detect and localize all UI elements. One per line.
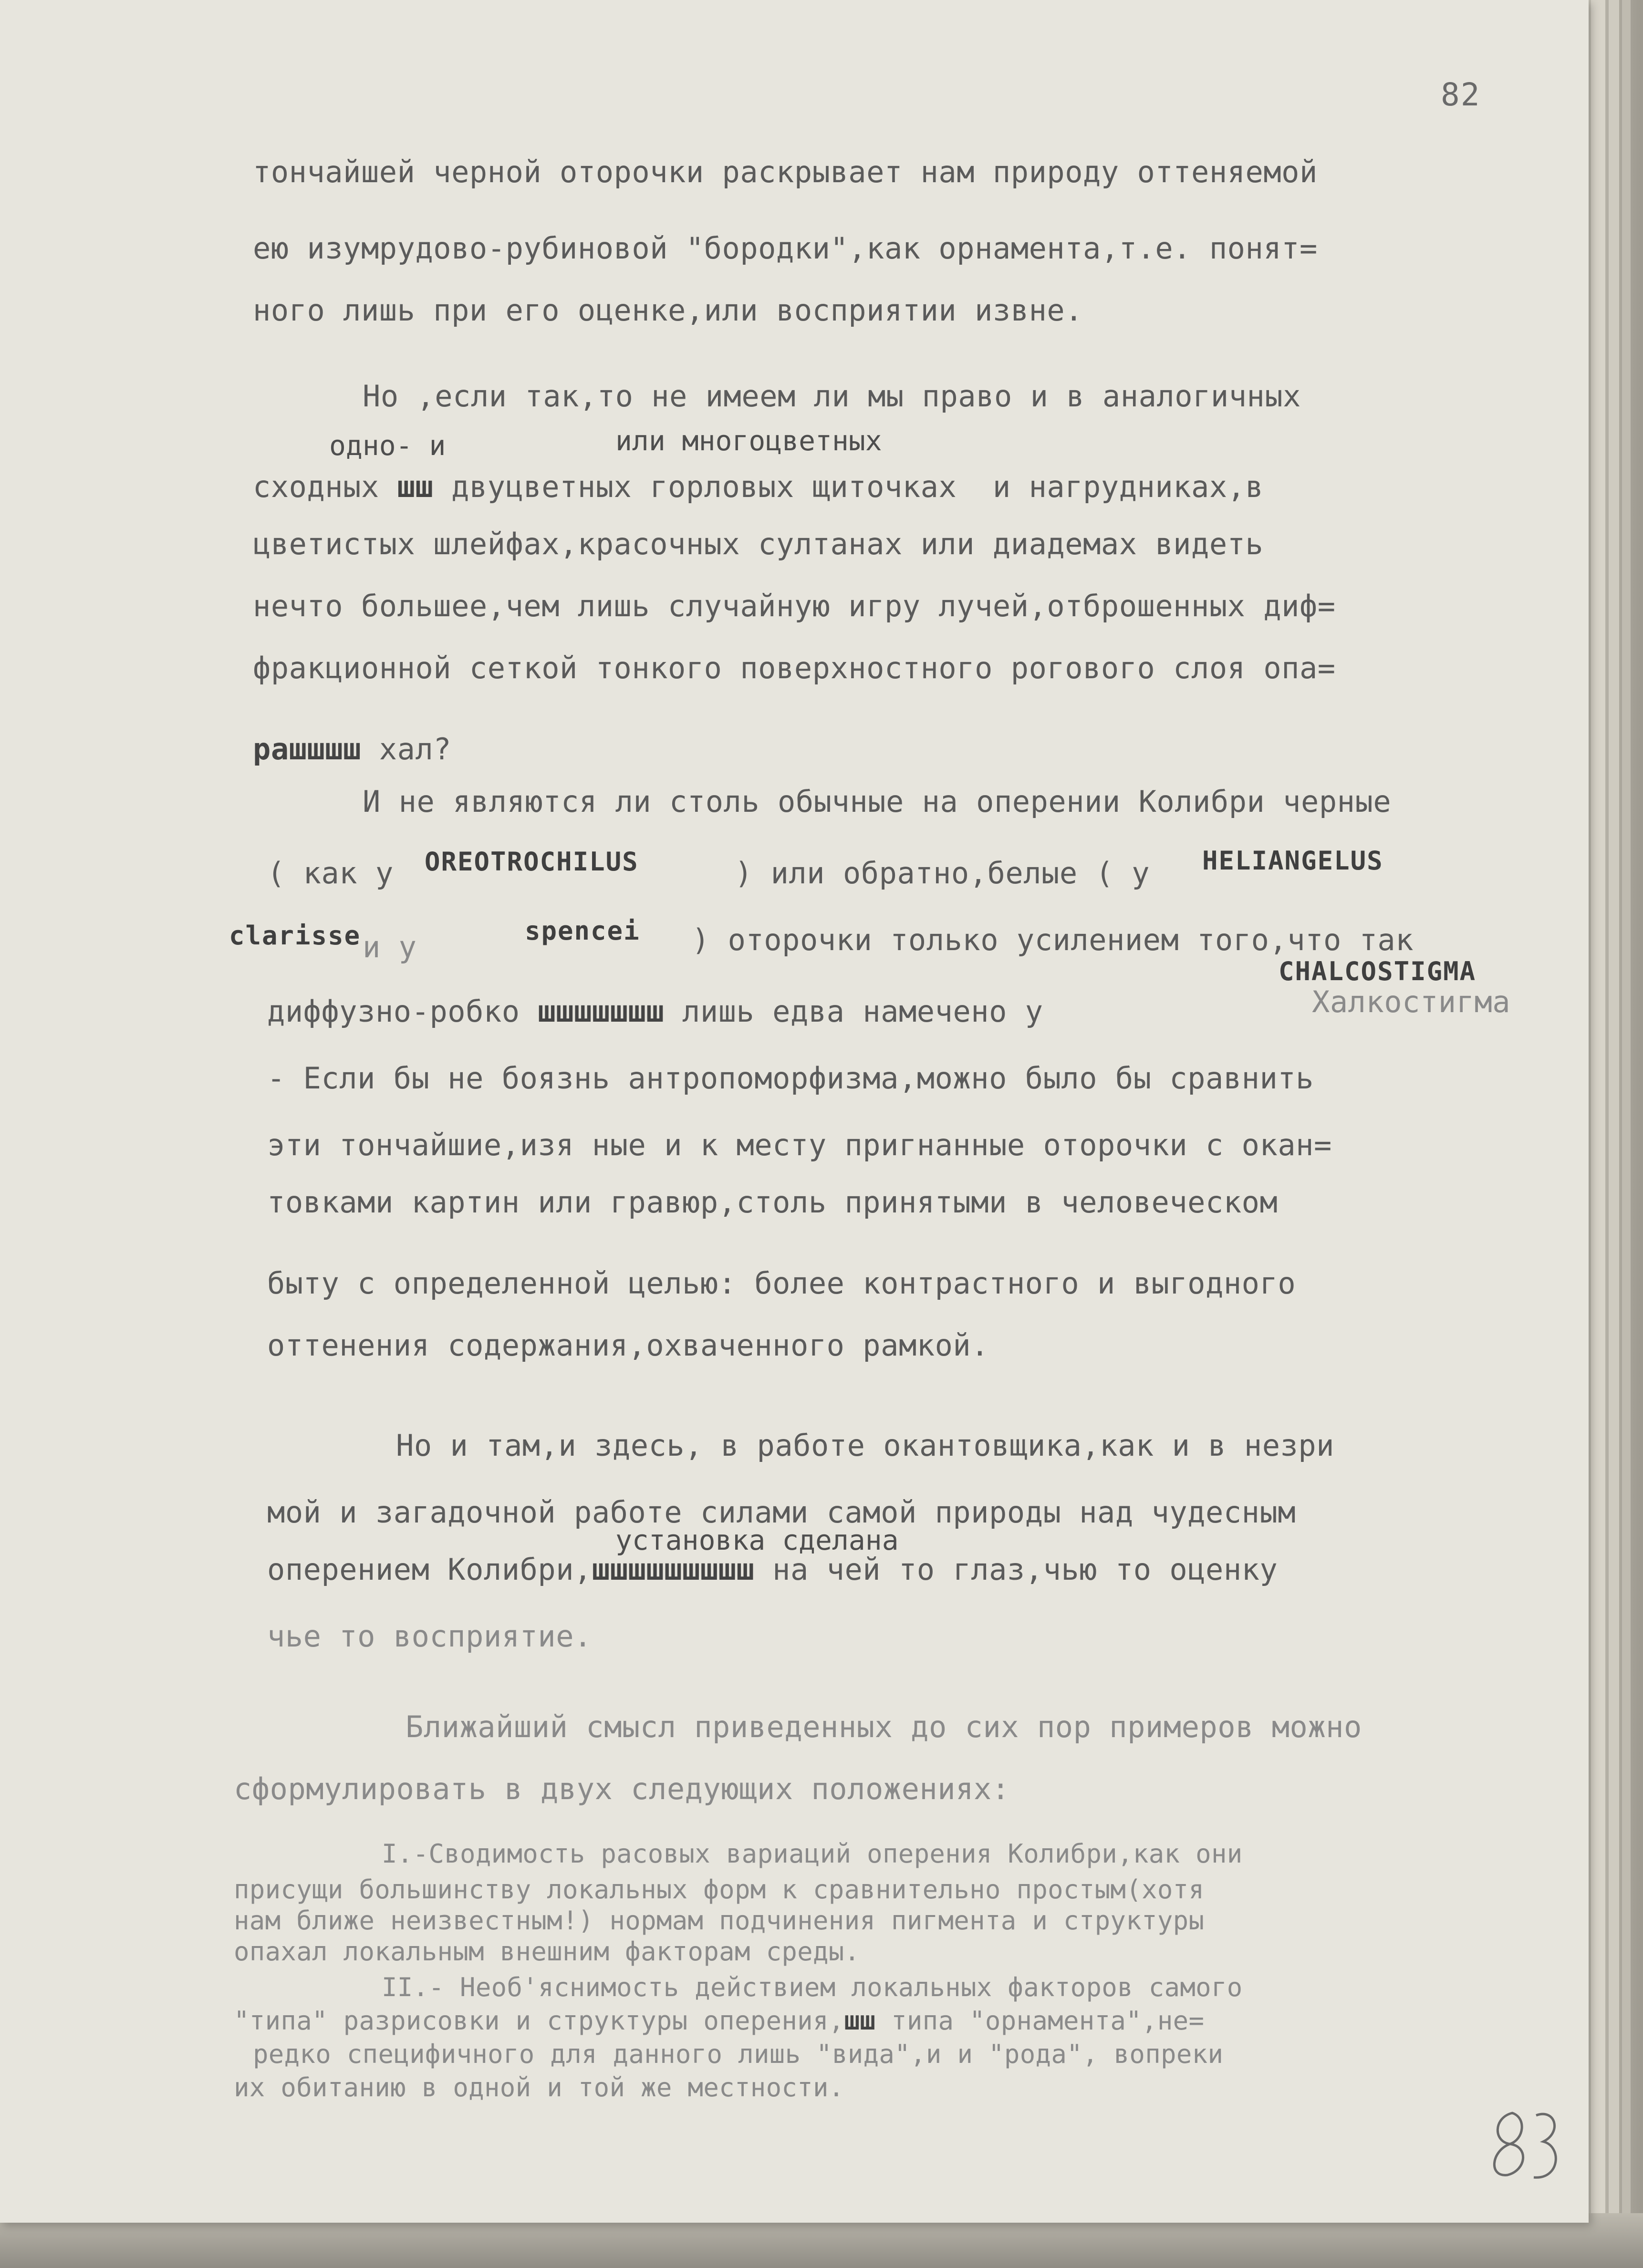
text-line: опахал локальным внешним факторам среды. [234,1937,860,1967]
text-fragment: диффузно-робко [267,994,520,1029]
text-fragment: сходных [253,469,379,504]
text-line: нам ближе неизвестным!) нормам подчинения пигмента и структуры [234,1906,1205,1936]
text-line: ею изумрудово-рубиновой "бородки",как орнамента,т.е. понят= [253,231,1318,266]
handwritten-folio-mark [1484,2099,1570,2189]
text-line: II.- Необ'яснимость действием локальных факторов самого [382,1972,1243,2002]
text-fragment: лишь едва намечено у [682,994,1043,1029]
text-line: И не являются ли столь обычные на оперении Колибри черные [363,784,1392,819]
text-line [253,469,1264,504]
text-fragment: хал? [379,732,452,766]
text-line: чье то восприятие. [267,1619,592,1654]
inserted-text: или многоцветных [615,425,882,457]
text-line: цветистых шлейфах,красочных султанах или диадемах видеть [253,527,1264,561]
text-fragment: двуцветных горловых щиточках и нагрудниках,в [451,469,1264,504]
text-line: тончайшей черной оторочки раскрывает нам природу оттеняемой [253,155,1318,189]
text-line [253,732,452,766]
struck-text: шшшшшшш [538,994,665,1029]
text-line [267,1552,1278,1587]
page-stack-edge [1609,0,1619,2268]
struck-text: шш [844,2006,876,2036]
text-line: Но ,если так,то не имеем ли мы право и в аналогичных [363,379,1301,414]
text-fragment: оперением Колибри, [267,1552,592,1587]
ghost-text: и у [363,930,417,964]
text-line [267,994,1043,1029]
latin-species-name: clarisse [229,921,361,951]
text-line: фракционной сеткой тонкого поверхностного рогового слоя опа= [253,651,1336,685]
text-line: быту с определенной целью: более контрастного и выгодного [267,1266,1296,1301]
text-line: ного лишь при его оценке,или восприятии извне. [253,293,1083,328]
text-fragment: типа "орнамента",не= [891,2006,1205,2036]
struck-text: рашшшш [253,732,361,766]
page-number: 82 [1441,76,1481,113]
latin-genus-name: CHALCOSTIGMA [1279,956,1477,986]
latin-genus-name: OREOTROCHILUS [425,847,639,877]
latin-species-name: spencei [525,916,640,946]
text-line: Но и там,и здесь, в работе окантовщика,как и в незри [396,1428,1335,1463]
text-line: I.-Сводимость расовых вариаций оперения Колибри,как они [382,1839,1243,1869]
text-line: эти тончайшие,изя ные и к месту пригнанные оторочки с окан= [267,1128,1332,1162]
text-line: ) или обратно,белые ( у [735,856,1150,891]
text-line: Ближайший смысл приведенных до сих пор примеров можно [406,1709,1362,1744]
text-fragment: на чей то глаз,чью то оценку [772,1552,1278,1587]
text-line: ) оторочки только усилением того,что так [692,922,1414,957]
page-stack-edge [1622,0,1631,2268]
text-line: - Если бы не боязнь антропоморфизма,можно было бы сравнить [267,1061,1314,1096]
text-line: сформулировать в двух следующих положениях: [234,1771,1010,1806]
struck-text: шш [397,469,434,504]
text-line: товками картин или гравюр,столь принятыми в человеческом [267,1185,1278,1220]
text-line: их обитанию в одной и той же местности. [234,2072,844,2102]
text-fragment: "типа" разрисовки и структуры оперения, [234,2006,844,2036]
text-line: нечто большее,чем лишь случайную игру лучей,отброшенных диф= [253,589,1336,623]
page-stack-edge [1591,0,1605,2268]
text-line: присущи большинству локальных форм к сравнительно простым(хотя [234,1874,1205,1905]
inserted-text: одно- и [329,429,446,462]
latin-genus-name: HELIANGELUS [1202,846,1383,876]
struck-text: шшшшшшшшш [592,1552,755,1587]
text-line: мой и загадочной работе силами самой природы над чудесным [267,1495,1296,1530]
ghost-text: Халкостигма [1312,984,1511,1019]
text-line: ( как у [267,856,394,891]
text-line: редко специфичного для данного лишь "вида",и и "рода", вопреки [253,2039,1224,2069]
text-line [234,2008,1204,2034]
text-line: оттенения содержания,охваченного рамкой. [267,1328,989,1363]
inserted-text: установка сделана [615,1524,899,1556]
